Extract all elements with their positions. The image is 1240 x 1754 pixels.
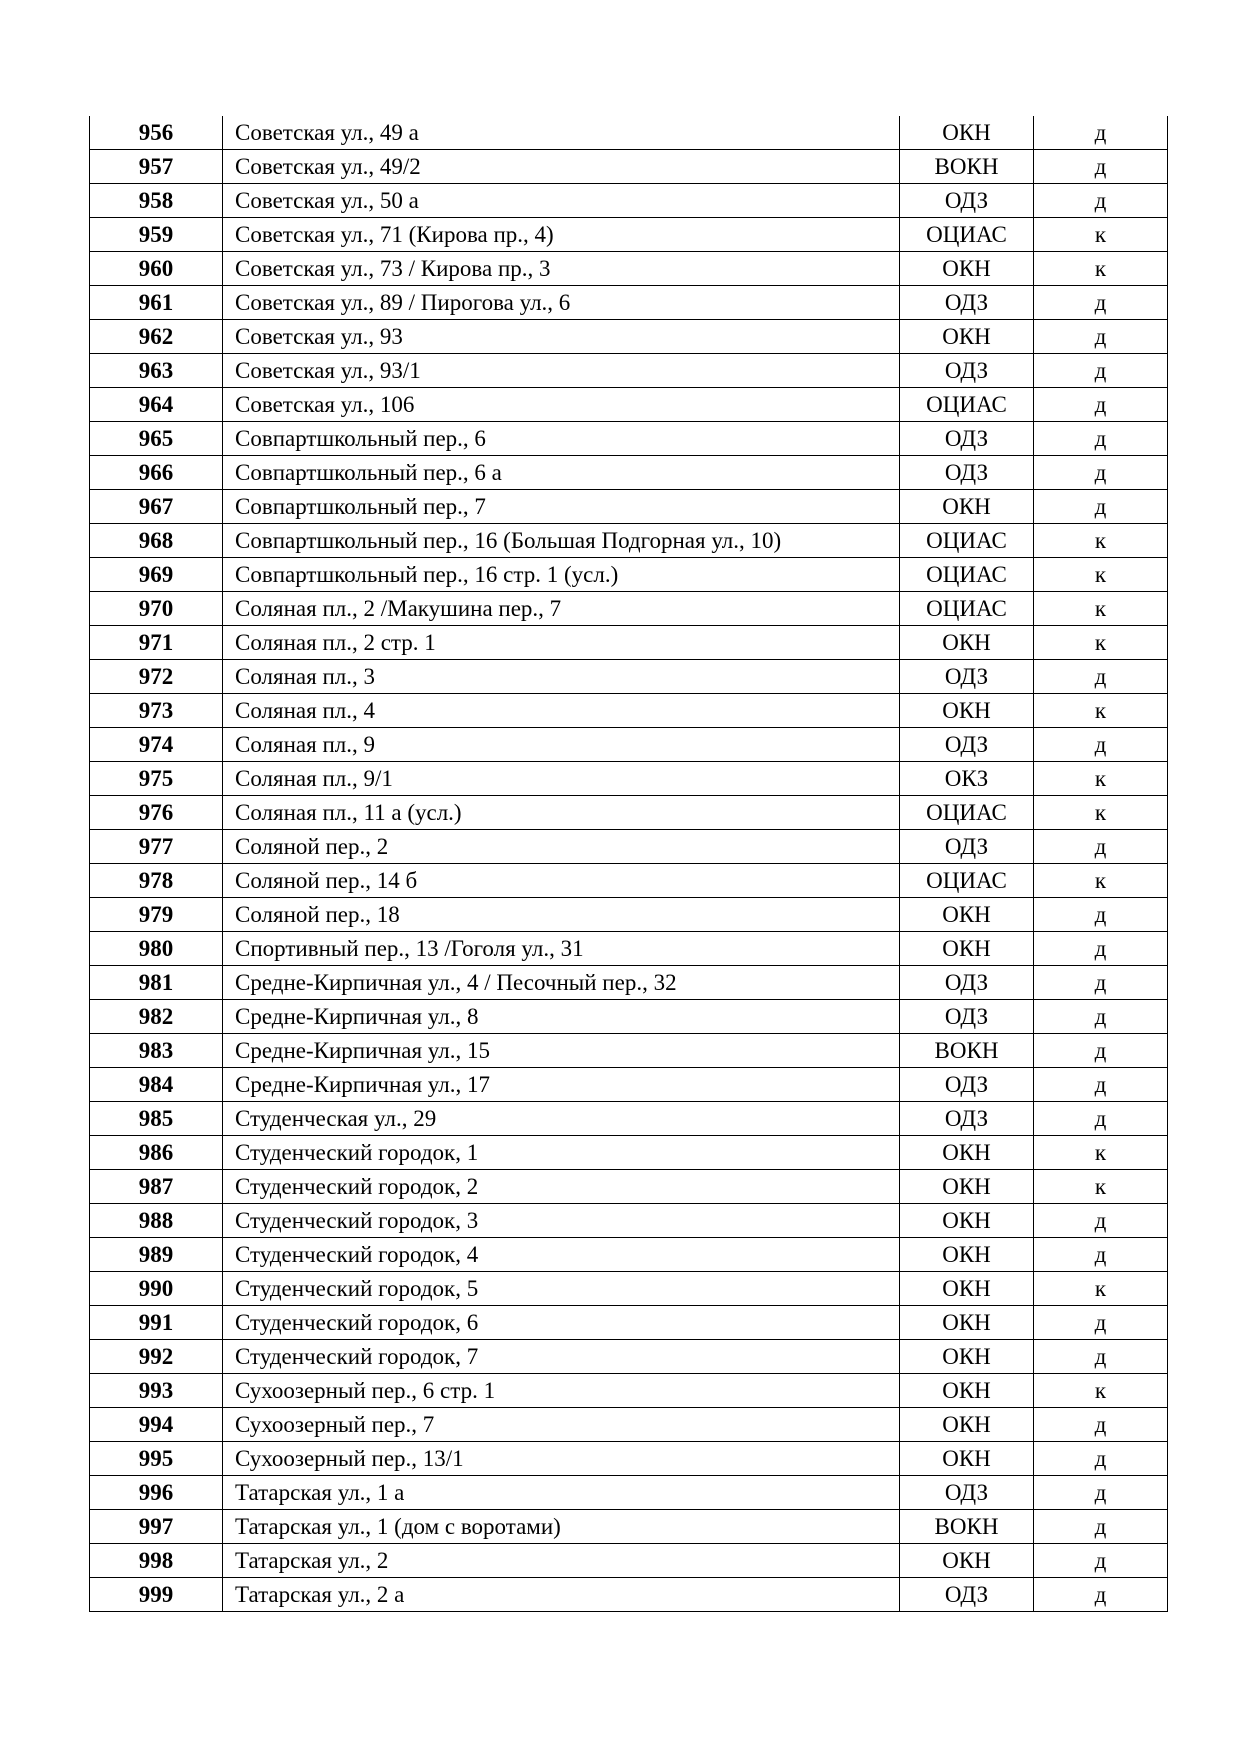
table-row [90,456,1168,490]
type-cell: к [1034,524,1168,558]
type-cell: д [1034,1000,1168,1034]
type-cell: д [1034,1238,1168,1272]
table-row [90,524,1168,558]
table-row [90,184,1168,218]
address-cell: Спортивный пер., 13 /Гоголя ул., 31 [223,932,900,966]
category-cell: ОКН [900,320,1034,354]
address-cell: Советская ул., 73 / Кирова пр., 3 [223,252,900,286]
row-number-cell: 981 [90,966,223,1000]
table-row [90,1340,1168,1374]
category-cell: ОДЗ [900,660,1034,694]
table-body [90,116,1168,1612]
type-cell: д [1034,422,1168,456]
address-cell: Совпартшкольный пер., 16 стр. 1 (усл.) [223,558,900,592]
type-cell: д [1034,388,1168,422]
type-cell: д [1034,456,1168,490]
address-cell: Советская ул., 50 а [223,184,900,218]
type-cell: д [1034,1510,1168,1544]
table-row [90,898,1168,932]
table-row [90,116,1168,150]
category-cell: ОДЗ [900,286,1034,320]
address-cell: Сухоозерный пер., 6 стр. 1 [223,1374,900,1408]
type-cell: д [1034,1408,1168,1442]
row-number-cell: 977 [90,830,223,864]
table-row [90,796,1168,830]
type-cell: к [1034,694,1168,728]
row-number-cell: 993 [90,1374,223,1408]
address-cell: Сухоозерный пер., 7 [223,1408,900,1442]
category-cell: ОКН [900,1306,1034,1340]
row-number-cell: 968 [90,524,223,558]
category-cell: ОКН [900,252,1034,286]
category-cell: ОЦИАС [900,864,1034,898]
category-cell: ОЦИАС [900,592,1034,626]
address-cell: Совпартшкольный пер., 6 а [223,456,900,490]
row-number-cell: 999 [90,1578,223,1612]
table-row [90,864,1168,898]
row-number-cell: 966 [90,456,223,490]
type-cell: к [1034,218,1168,252]
table-row [90,1544,1168,1578]
category-cell: ОКН [900,694,1034,728]
address-cell: Студенческий городок, 1 [223,1136,900,1170]
category-cell: ОДЗ [900,1578,1034,1612]
row-number-cell: 965 [90,422,223,456]
row-number-cell: 975 [90,762,223,796]
type-cell: д [1034,1476,1168,1510]
address-cell: Совпартшкольный пер., 7 [223,490,900,524]
type-cell: д [1034,150,1168,184]
row-number-cell: 992 [90,1340,223,1374]
category-cell: ОКН [900,898,1034,932]
category-cell: ОДЗ [900,354,1034,388]
category-cell: ОЦИАС [900,796,1034,830]
address-cell: Средне-Кирпичная ул., 15 [223,1034,900,1068]
category-cell: ОКН [900,1204,1034,1238]
type-cell: д [1034,116,1168,150]
address-cell: Советская ул., 49/2 [223,150,900,184]
table-row [90,1476,1168,1510]
category-cell: ВОКН [900,150,1034,184]
table-row [90,1238,1168,1272]
row-number-cell: 969 [90,558,223,592]
type-cell: д [1034,1578,1168,1612]
row-number-cell: 984 [90,1068,223,1102]
type-cell: д [1034,354,1168,388]
row-number-cell: 972 [90,660,223,694]
type-cell: к [1034,1170,1168,1204]
row-number-cell: 991 [90,1306,223,1340]
category-cell: ОКН [900,1544,1034,1578]
row-number-cell: 959 [90,218,223,252]
address-cell: Совпартшкольный пер., 16 (Большая Подгорная ул., 10) [223,524,900,558]
address-cell: Студенческий городок, 4 [223,1238,900,1272]
category-cell: ОЦИАС [900,218,1034,252]
address-cell: Соляная пл., 9 [223,728,900,762]
row-number-cell: 979 [90,898,223,932]
address-cell: Соляная пл., 3 [223,660,900,694]
row-number-cell: 962 [90,320,223,354]
category-cell: ОКН [900,1170,1034,1204]
address-cell: Советская ул., 49 а [223,116,900,150]
table-row [90,1204,1168,1238]
row-number-cell: 958 [90,184,223,218]
table-row [90,1272,1168,1306]
type-cell: к [1034,1374,1168,1408]
table-row [90,354,1168,388]
category-cell: ОКН [900,490,1034,524]
category-cell: ВОКН [900,1034,1034,1068]
category-cell: ОЦИАС [900,388,1034,422]
type-cell: д [1034,966,1168,1000]
table-row [90,490,1168,524]
table-row [90,694,1168,728]
address-cell: Советская ул., 93 [223,320,900,354]
row-number-cell: 980 [90,932,223,966]
address-cell: Советская ул., 89 / Пирогова ул., 6 [223,286,900,320]
table-row [90,1136,1168,1170]
address-cell: Советская ул., 71 (Кирова пр., 4) [223,218,900,252]
address-cell: Советская ул., 93/1 [223,354,900,388]
category-cell: ОЦИАС [900,558,1034,592]
category-cell: ВОКН [900,1510,1034,1544]
row-number-cell: 976 [90,796,223,830]
category-cell: ОДЗ [900,1102,1034,1136]
address-cell: Студенческий городок, 3 [223,1204,900,1238]
table-row [90,150,1168,184]
table-row [90,1510,1168,1544]
table-row [90,388,1168,422]
row-number-cell: 985 [90,1102,223,1136]
row-number-cell: 957 [90,150,223,184]
category-cell: ОДЗ [900,456,1034,490]
address-cell: Соляная пл., 11 а (усл.) [223,796,900,830]
category-cell: ОКН [900,1272,1034,1306]
row-number-cell: 970 [90,592,223,626]
address-cell: Студенческий городок, 6 [223,1306,900,1340]
table-row [90,320,1168,354]
table-row [90,966,1168,1000]
table-row [90,422,1168,456]
address-cell: Татарская ул., 1 (дом с воротами) [223,1510,900,1544]
table-row [90,1170,1168,1204]
heritage-objects-table [89,116,1168,1612]
address-cell: Средне-Кирпичная ул., 4 / Песочный пер., 32 [223,966,900,1000]
category-cell: ОКЗ [900,762,1034,796]
category-cell: ОКН [900,1442,1034,1476]
address-cell: Студенческий городок, 7 [223,1340,900,1374]
row-number-cell: 978 [90,864,223,898]
address-cell: Соляной пер., 2 [223,830,900,864]
category-cell: ОКН [900,116,1034,150]
table-row [90,1034,1168,1068]
table-row [90,1068,1168,1102]
type-cell: д [1034,1204,1168,1238]
type-cell: к [1034,626,1168,660]
table-row [90,1408,1168,1442]
category-cell: ОДЗ [900,1068,1034,1102]
table-row [90,218,1168,252]
type-cell: к [1034,762,1168,796]
address-cell: Татарская ул., 2 [223,1544,900,1578]
type-cell: д [1034,1102,1168,1136]
address-cell: Студенческий городок, 2 [223,1170,900,1204]
type-cell: д [1034,1306,1168,1340]
row-number-cell: 989 [90,1238,223,1272]
row-number-cell: 960 [90,252,223,286]
type-cell: к [1034,1136,1168,1170]
category-cell: ОКН [900,1374,1034,1408]
address-cell: Сухоозерный пер., 13/1 [223,1442,900,1476]
type-cell: д [1034,1340,1168,1374]
address-cell: Студенческая ул., 29 [223,1102,900,1136]
row-number-cell: 987 [90,1170,223,1204]
address-cell: Соляной пер., 18 [223,898,900,932]
row-number-cell: 983 [90,1034,223,1068]
category-cell: ОДЗ [900,1000,1034,1034]
table-row [90,592,1168,626]
type-cell: к [1034,592,1168,626]
row-number-cell: 963 [90,354,223,388]
address-cell: Соляной пер., 14 б [223,864,900,898]
type-cell: д [1034,286,1168,320]
address-cell: Соляная пл., 4 [223,694,900,728]
row-number-cell: 971 [90,626,223,660]
category-cell: ОКН [900,932,1034,966]
category-cell: ОКН [900,1408,1034,1442]
address-cell: Средне-Кирпичная ул., 8 [223,1000,900,1034]
row-number-cell: 997 [90,1510,223,1544]
category-cell: ОКН [900,626,1034,660]
table-row [90,660,1168,694]
table-row [90,1306,1168,1340]
row-number-cell: 994 [90,1408,223,1442]
address-cell: Совпартшкольный пер., 6 [223,422,900,456]
table-row [90,728,1168,762]
category-cell: ОКН [900,1340,1034,1374]
category-cell: ОДЗ [900,1476,1034,1510]
type-cell: д [1034,830,1168,864]
category-cell: ОЦИАС [900,524,1034,558]
row-number-cell: 964 [90,388,223,422]
type-cell: к [1034,558,1168,592]
address-cell: Татарская ул., 1 а [223,1476,900,1510]
type-cell: д [1034,1034,1168,1068]
table-row [90,286,1168,320]
row-number-cell: 995 [90,1442,223,1476]
category-cell: ОДЗ [900,728,1034,762]
row-number-cell: 961 [90,286,223,320]
category-cell: ОКН [900,1238,1034,1272]
row-number-cell: 988 [90,1204,223,1238]
type-cell: к [1034,864,1168,898]
table-row [90,762,1168,796]
row-number-cell: 982 [90,1000,223,1034]
row-number-cell: 967 [90,490,223,524]
type-cell: д [1034,490,1168,524]
type-cell: д [1034,932,1168,966]
type-cell: к [1034,252,1168,286]
table-row [90,252,1168,286]
table-row [90,1442,1168,1476]
row-number-cell: 998 [90,1544,223,1578]
type-cell: д [1034,728,1168,762]
address-cell: Соляная пл., 2 /Макушина пер., 7 [223,592,900,626]
address-cell: Студенческий городок, 5 [223,1272,900,1306]
category-cell: ОДЗ [900,184,1034,218]
type-cell: к [1034,1272,1168,1306]
row-number-cell: 986 [90,1136,223,1170]
category-cell: ОДЗ [900,966,1034,1000]
row-number-cell: 996 [90,1476,223,1510]
type-cell: д [1034,1544,1168,1578]
row-number-cell: 973 [90,694,223,728]
type-cell: д [1034,1442,1168,1476]
table-row [90,830,1168,864]
table-row [90,626,1168,660]
type-cell: д [1034,898,1168,932]
table-row [90,1374,1168,1408]
table-row [90,1000,1168,1034]
table-row [90,1102,1168,1136]
type-cell: д [1034,1068,1168,1102]
category-cell: ОДЗ [900,830,1034,864]
type-cell: д [1034,320,1168,354]
address-cell: Соляная пл., 9/1 [223,762,900,796]
row-number-cell: 990 [90,1272,223,1306]
type-cell: д [1034,660,1168,694]
table-row [90,558,1168,592]
address-cell: Средне-Кирпичная ул., 17 [223,1068,900,1102]
row-number-cell: 974 [90,728,223,762]
address-cell: Советская ул., 106 [223,388,900,422]
type-cell: д [1034,184,1168,218]
address-cell: Соляная пл., 2 стр. 1 [223,626,900,660]
row-number-cell: 956 [90,116,223,150]
category-cell: ОКН [900,1136,1034,1170]
type-cell: к [1034,796,1168,830]
category-cell: ОДЗ [900,422,1034,456]
address-cell: Татарская ул., 2 а [223,1578,900,1612]
table-row [90,1578,1168,1612]
table-row [90,932,1168,966]
